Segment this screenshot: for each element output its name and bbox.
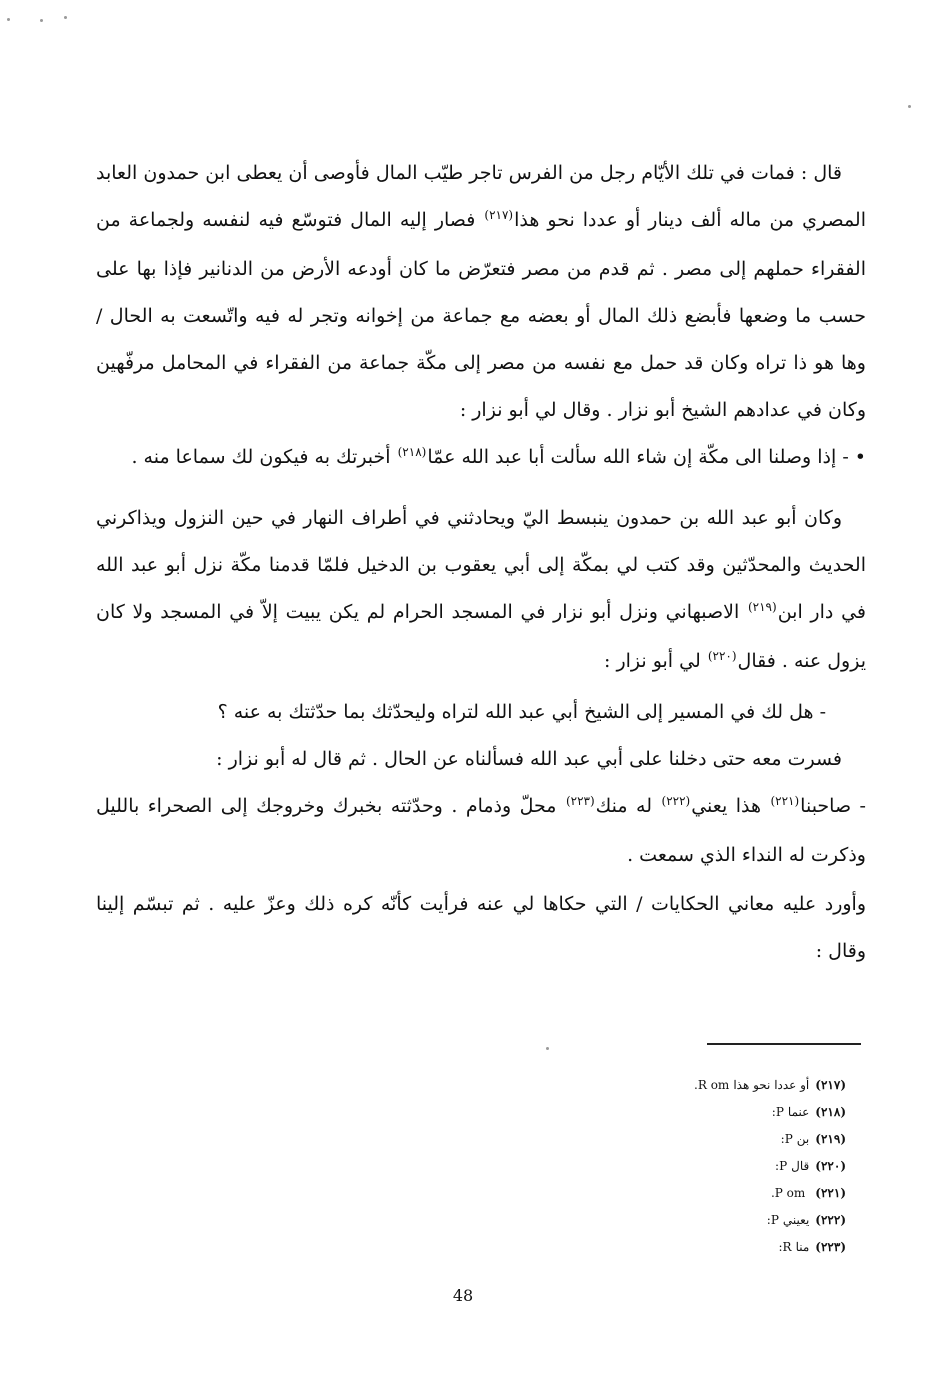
footnote-source: P: bbox=[780, 1132, 793, 1146]
footnote-source: R om. bbox=[694, 1078, 730, 1092]
footnote-number: (٢١٩) bbox=[815, 1132, 846, 1146]
text-run: فسرت معه حتى دخلنا على أبي عبد الله فسألناه عن الحال . ثم قال له أبو نزار : bbox=[216, 748, 842, 770]
footnote-line bbox=[546, 1153, 846, 1180]
footnote-source: R: bbox=[778, 1240, 792, 1254]
footnote-number: (٢٢٢) bbox=[815, 1213, 846, 1227]
text-run: له منك bbox=[595, 795, 653, 817]
footnote-source: P: bbox=[766, 1213, 779, 1227]
footnote-divider bbox=[707, 1043, 861, 1045]
footnote-number: (٢٢٠) bbox=[815, 1159, 846, 1173]
paragraph bbox=[96, 495, 866, 687]
footnote-line bbox=[546, 1099, 846, 1126]
footnote-number: (٢١٨) bbox=[815, 1105, 846, 1119]
footnote-text: أو عددا نحو هذا bbox=[733, 1078, 810, 1092]
footnote-text: بن bbox=[796, 1132, 810, 1146]
text-run: - صاحبنا bbox=[800, 795, 866, 817]
text-run: هذا يعني bbox=[691, 795, 761, 817]
footnote-reference: (٢١٨) bbox=[397, 445, 427, 459]
scan-speck bbox=[64, 16, 67, 19]
text-run: قال : فمات في تلك الأيّام رجل من الفرس تاجر طيّب المال فأوصى أن يعطى ابن حمدون العابد المصري من ماله ألف دينار أو عددا نحو هذا bbox=[96, 162, 866, 231]
footnote-text: عنما bbox=[787, 1105, 810, 1119]
footnote-text: قال bbox=[791, 1159, 810, 1173]
footnote-source: P: bbox=[771, 1105, 784, 1119]
footnote-reference: (٢٢٢) bbox=[661, 794, 691, 808]
footnote-line bbox=[546, 1072, 846, 1099]
footnotes bbox=[546, 1072, 846, 1261]
footnote-reference: (٢١٩) bbox=[747, 600, 777, 614]
main-text bbox=[96, 150, 866, 975]
scan-speck bbox=[7, 18, 10, 21]
text-run: محلّ وذمام . وحدّثته بخبرك وخروجك إلى الصحراء بالليل وذكرت له النداء الذي سمعت . bbox=[96, 795, 866, 866]
paragraph bbox=[96, 434, 866, 483]
footnote-line bbox=[546, 1207, 846, 1234]
scan-speck bbox=[546, 1047, 549, 1050]
paragraph bbox=[96, 736, 866, 783]
footnote-number: (٢١٧) bbox=[815, 1078, 846, 1092]
footnote-reference: (٢٢٠) bbox=[707, 649, 737, 663]
footnote-line bbox=[546, 1180, 846, 1207]
paragraph bbox=[96, 150, 866, 434]
text-run: وكان أبو عبد الله بن حمدون ينبسط اليّ ويحادثني في أطراف النهار في حين النزول ويذاكرني الحديث والمحدّثين وقد كتب لي بمكّة إلى أبي يعقوب بن الدخيل فلمّا قدمنا مكّة نزل أبو عبد الله في دار ابن bbox=[96, 507, 867, 623]
footnote-number: (٢٢١) bbox=[815, 1186, 846, 1200]
footnote-text: منا bbox=[795, 1240, 810, 1254]
footnote-line bbox=[546, 1234, 846, 1261]
text-run: وأورد عليه معاني الحكايات / التي حكاها لي عنه فرأيت كأنّه كره ذلك وعزّ عليه . ثم تبسّم إلينا وقال : bbox=[96, 893, 866, 962]
paragraph bbox=[96, 881, 866, 975]
paragraph bbox=[96, 689, 866, 736]
text-run: أخبرتك به فيكون لك سماعا منه . bbox=[131, 446, 391, 468]
footnote-reference: (٢٢٣) bbox=[565, 794, 595, 808]
text-run: لي أبو نزار : bbox=[604, 650, 701, 672]
text-run: فصار إليه المال فتوسّع فيه لنفسه ولجماعة من الفقراء حملهم إلى مصر . ثم قدم من مصر فتعرّض ما كان أودعه الأرض من الدنانير فإذا بها على حسب ما وضعها فأبضع ذلك المال أو بعضه مع جماعة من إخوانه وتجر له فيه واتّسعت به الحال / وها هو ذا تراه وكان قد حمل مع نفسه من مصر إلى مكّة جماعة من الفقراء في المحامل مرفّهين وكان في عدادهم الشيخ أبو نزار . وقال لي أبو نزار : bbox=[96, 209, 866, 421]
text-run: الاصبهاني ونزل أبو نزار في المسجد الحرام لم يكن يبيت إلاّ في المسجد ولا كان يزول عنه . فقال bbox=[96, 601, 866, 672]
paragraph bbox=[96, 783, 866, 879]
scan-speck bbox=[40, 19, 43, 22]
footnote-source: P: bbox=[775, 1159, 788, 1173]
scan-speck bbox=[908, 105, 911, 108]
footnote-line bbox=[546, 1126, 846, 1153]
footnote-source: P om. bbox=[770, 1186, 806, 1200]
footnote-text: يعيني bbox=[782, 1213, 810, 1227]
footnote-number: (٢٢٣) bbox=[815, 1240, 846, 1254]
text-run: • - إذا وصلنا الى مكّة إن شاء الله سألت أبا عبد الله عمّا bbox=[427, 446, 866, 468]
page-number: 48 bbox=[452, 1286, 474, 1305]
text-run: - هل لك في المسير إلى الشيخ أبي عبد الله لتراه وليحدّثك بما حدّثتك به عنه ؟ bbox=[217, 701, 826, 723]
footnote-reference: (٢٢١) bbox=[770, 794, 800, 808]
footnote-reference: (٢١٧) bbox=[484, 208, 514, 222]
